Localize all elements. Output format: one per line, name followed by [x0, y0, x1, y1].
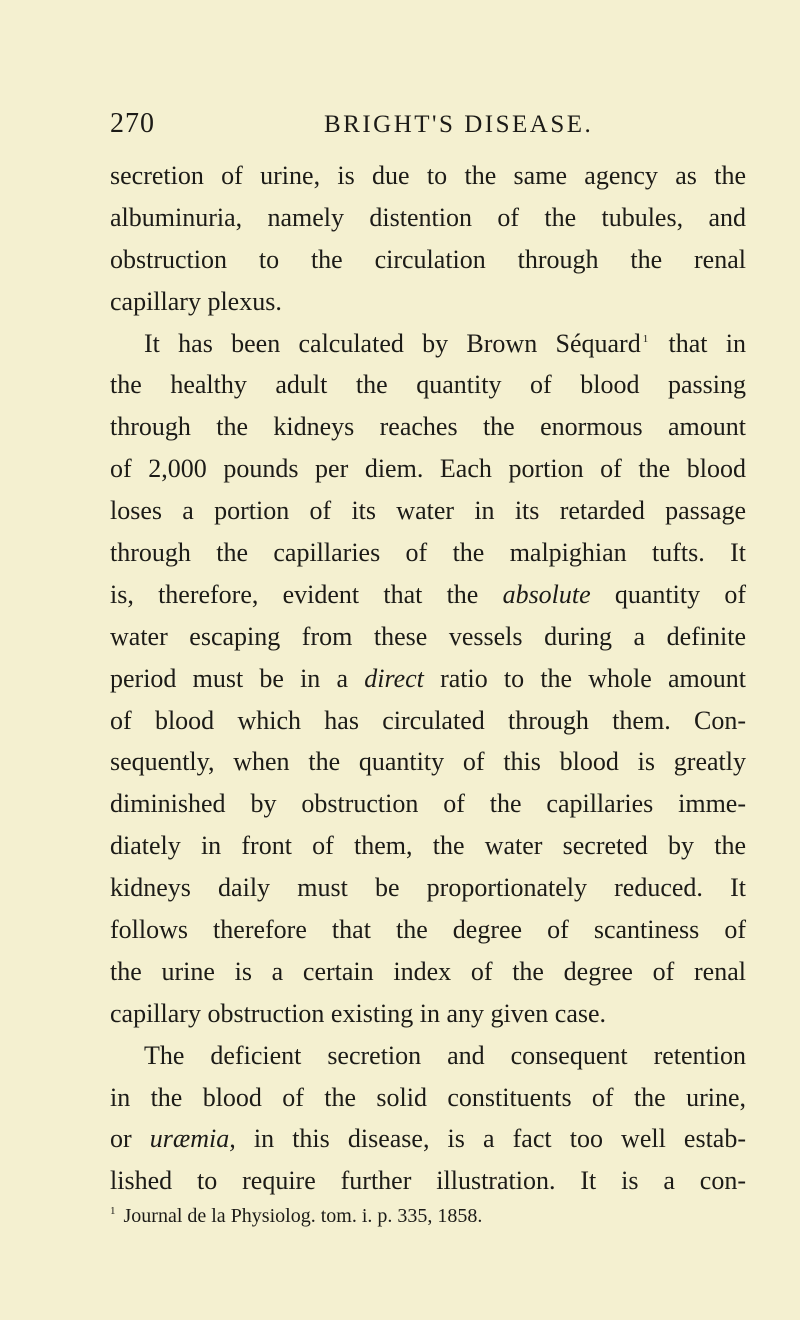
text-line [110, 867, 746, 909]
text-line [110, 406, 746, 448]
text-line [110, 616, 746, 658]
text-segment: sequently, when the quantity of this blood is greatly [110, 747, 746, 777]
text-segment: diately in front of them, the water secreted by the [110, 831, 746, 861]
footnote-marker: 1 [110, 1205, 116, 1218]
text-segment: of 2,000 pounds per diem. Each portion of the blood [110, 454, 746, 484]
text-line [110, 323, 746, 365]
text-segment: obstruction to the circulation through the renal [110, 244, 746, 274]
text-segment: or [110, 1124, 150, 1154]
text-segment: It has been calculated by Brown Séquard [144, 328, 641, 358]
text-segment: the urine is a certain index of the degree of renal [110, 956, 746, 986]
text-segment: quantity of [590, 579, 746, 609]
text-segment: of blood which has circulated through them. Con- [110, 705, 746, 735]
footnote-text: Journal de la Physiolog. tom. i. p. 335, 1858. [123, 1205, 483, 1227]
text-segment: that in [668, 328, 746, 358]
body-text [110, 155, 746, 1202]
text-segment: ratio to the whole amount [423, 663, 746, 693]
text-segment: loses a portion of its water in its retarded passage [110, 496, 746, 526]
text-line [110, 155, 746, 197]
text-segment: The deficient secretion and consequent retention [144, 1040, 746, 1070]
text-line [110, 1160, 746, 1202]
text-line [110, 532, 746, 574]
text-segment: in this disease, is a fact too well estab- [235, 1124, 747, 1154]
text-line [110, 909, 746, 951]
running-head: BRIGHT'S DISEASE. [324, 111, 594, 138]
page-number: 270 [110, 108, 155, 139]
text-segment: lished to require further illustration. It is a con- [110, 1166, 746, 1196]
footnote-reference: 1 [642, 332, 649, 345]
text-segment: capillary plexus. [110, 286, 282, 316]
italic-term: absolute [502, 579, 591, 609]
text-line [110, 448, 746, 490]
text-line [110, 741, 746, 783]
text-segment: in the blood of the solid constituents of the urine, [110, 1082, 746, 1112]
text-segment: capillary obstruction existing in any given case. [110, 998, 607, 1028]
italic-term: direct [364, 663, 424, 693]
text-segment: diminished by obstruction of the capillaries imme- [110, 789, 746, 819]
text-line [110, 364, 746, 406]
page-header [110, 108, 750, 148]
text-segment: kidneys daily must be proportionately reduced. It [110, 873, 746, 903]
text-segment: water escaping from these vessels during a definite [110, 621, 746, 651]
text-line [110, 197, 746, 239]
text-segment: through the capillaries of the malpighian tufts. It [110, 538, 746, 568]
text-line [110, 951, 746, 993]
text-line [110, 825, 746, 867]
text-segment: albuminuria, namely distention of the tubules, and [110, 202, 746, 232]
text-segment: period must be in a [110, 663, 365, 693]
text-segment: secretion of urine, is due to the same agency as the [110, 161, 746, 190]
text-line [110, 658, 746, 700]
text-segment: is, therefore, evident that the [110, 579, 503, 609]
text-line [110, 993, 746, 1035]
text-segment: through the kidneys reaches the enormous amount [110, 412, 746, 442]
text-line [110, 1035, 746, 1077]
text-line [110, 281, 746, 323]
text-line [110, 239, 746, 281]
italic-term: uræmia, [149, 1124, 236, 1154]
text-line [110, 1077, 746, 1119]
text-line [110, 574, 746, 616]
text-line [110, 783, 746, 825]
text-line [110, 1118, 746, 1160]
text-segment: follows therefore that the degree of scantiness of [110, 915, 746, 945]
text-segment: the healthy adult the quantity of blood passing [110, 370, 746, 400]
footnote [110, 1205, 750, 1228]
text-line [110, 490, 746, 532]
text-line [110, 700, 746, 742]
